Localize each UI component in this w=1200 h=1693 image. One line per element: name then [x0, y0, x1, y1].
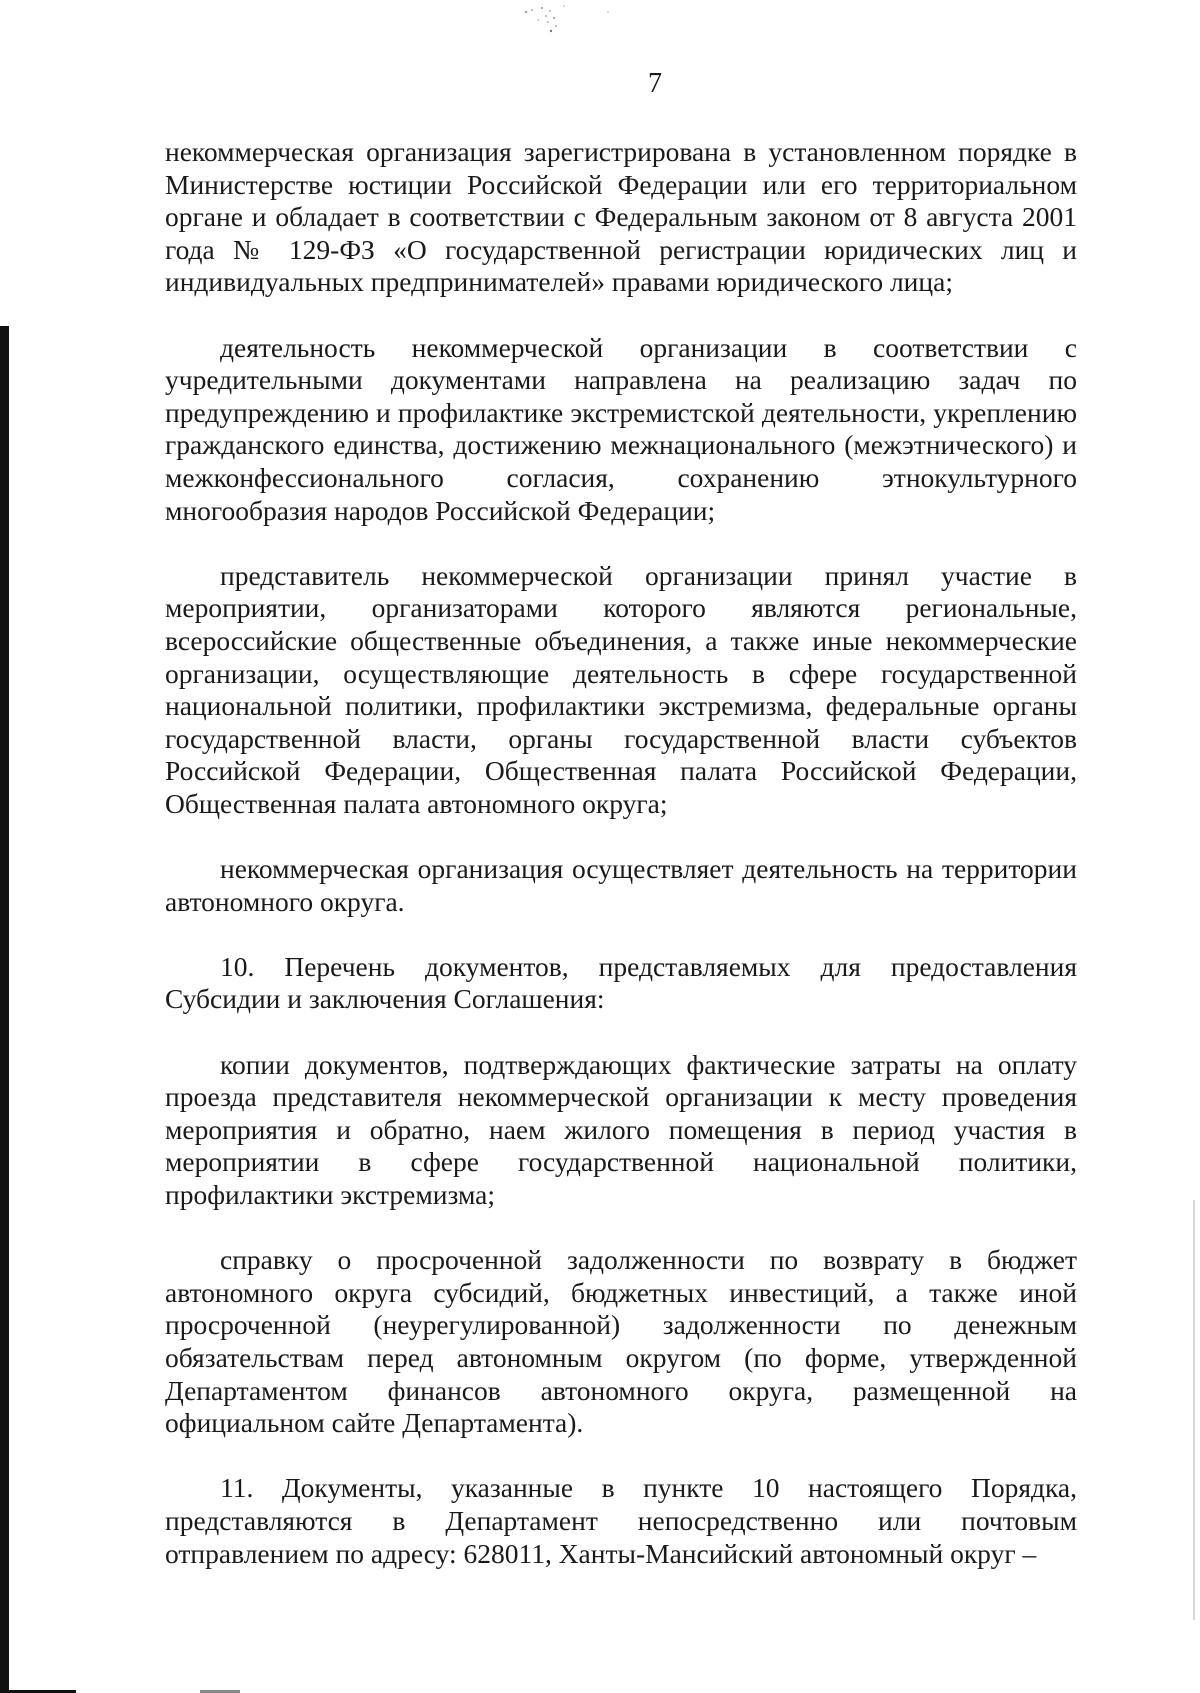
paragraph-territory: некоммерческая организация осуществляет деятельность на территории автономного округа. [165, 853, 1077, 917]
paragraph-item-11: 11. Документы, указанные в пункте 10 настоящего Порядка, представляются в Департамент непосредственно или почтовым отправлением по адресу: 628011, Ханты-Мансийский автономный округ – [165, 1472, 1077, 1569]
paragraph-registration: некоммерческая организация зарегистрирована в установленном порядке в Министерстве юстиции Российской Федерации или его территориальном органе и обладает в соответствии с Федеральным законом от 8 августа 2001 года № 129-ФЗ «О государственной регистрации юридических лиц и индивидуальных предпринимателей» правами юридического лица; [165, 136, 1077, 298]
scan-edge-right [1193, 1200, 1195, 1620]
paragraph-copies: копии документов, подтверждающих фактические затраты на оплату проезда представителя некоммерческой организации к месту проведения мероприятия и обратно, наем жилого помещения в период участия в мероприятии в сфере государственной национальной политики, профилактики экстремизма; [165, 1048, 1077, 1210]
page-number: 7 [648, 68, 662, 99]
paragraph-debt-certificate: справку о просроченной задолженности по возврату в бюджет автономного округа субсидий, бюджетных инвестиций, а также иной просроченной (неурегулированной) задолженности по денежным обязательствам перед автономным округом (по форме, утвержденной Департаментом финансов автономного округа, размещенной на официальном сайте Департамента). [165, 1244, 1077, 1439]
document-body [165, 136, 1077, 1570]
paragraph-representative: представитель некоммерческой организации принял участие в мероприятии, организаторами которого являются региональные, всероссийские общественные объединения, а также иные некоммерческие организации, осуществляющие деятельность в сфере государственной национальной политики, профилактики экстремизма, федеральные органы государственной власти, органы государственной власти субъектов Российской Федерации, Общественная палата Российской Федерации, Общественная палата автономного округа; [165, 559, 1077, 819]
scan-noise-specks [520, 2, 610, 36]
paragraph-item-10: 10. Перечень документов, представляемых для предоставления Субсидии и заключения Соглашения: [165, 950, 1077, 1015]
paragraph-activity: деятельность некоммерческой организации в соответствии с учредительными документами направлена на реализацию задач по предупреждению и профилактике экстремистской деятельности, укреплению гражданского единства, достижению межнационального (межэтнического) и межконфессионального согласия, сохранению этнокультурного многообразия народов Российской Федерации; [165, 331, 1077, 526]
scan-edge-bar [0, 326, 9, 1693]
